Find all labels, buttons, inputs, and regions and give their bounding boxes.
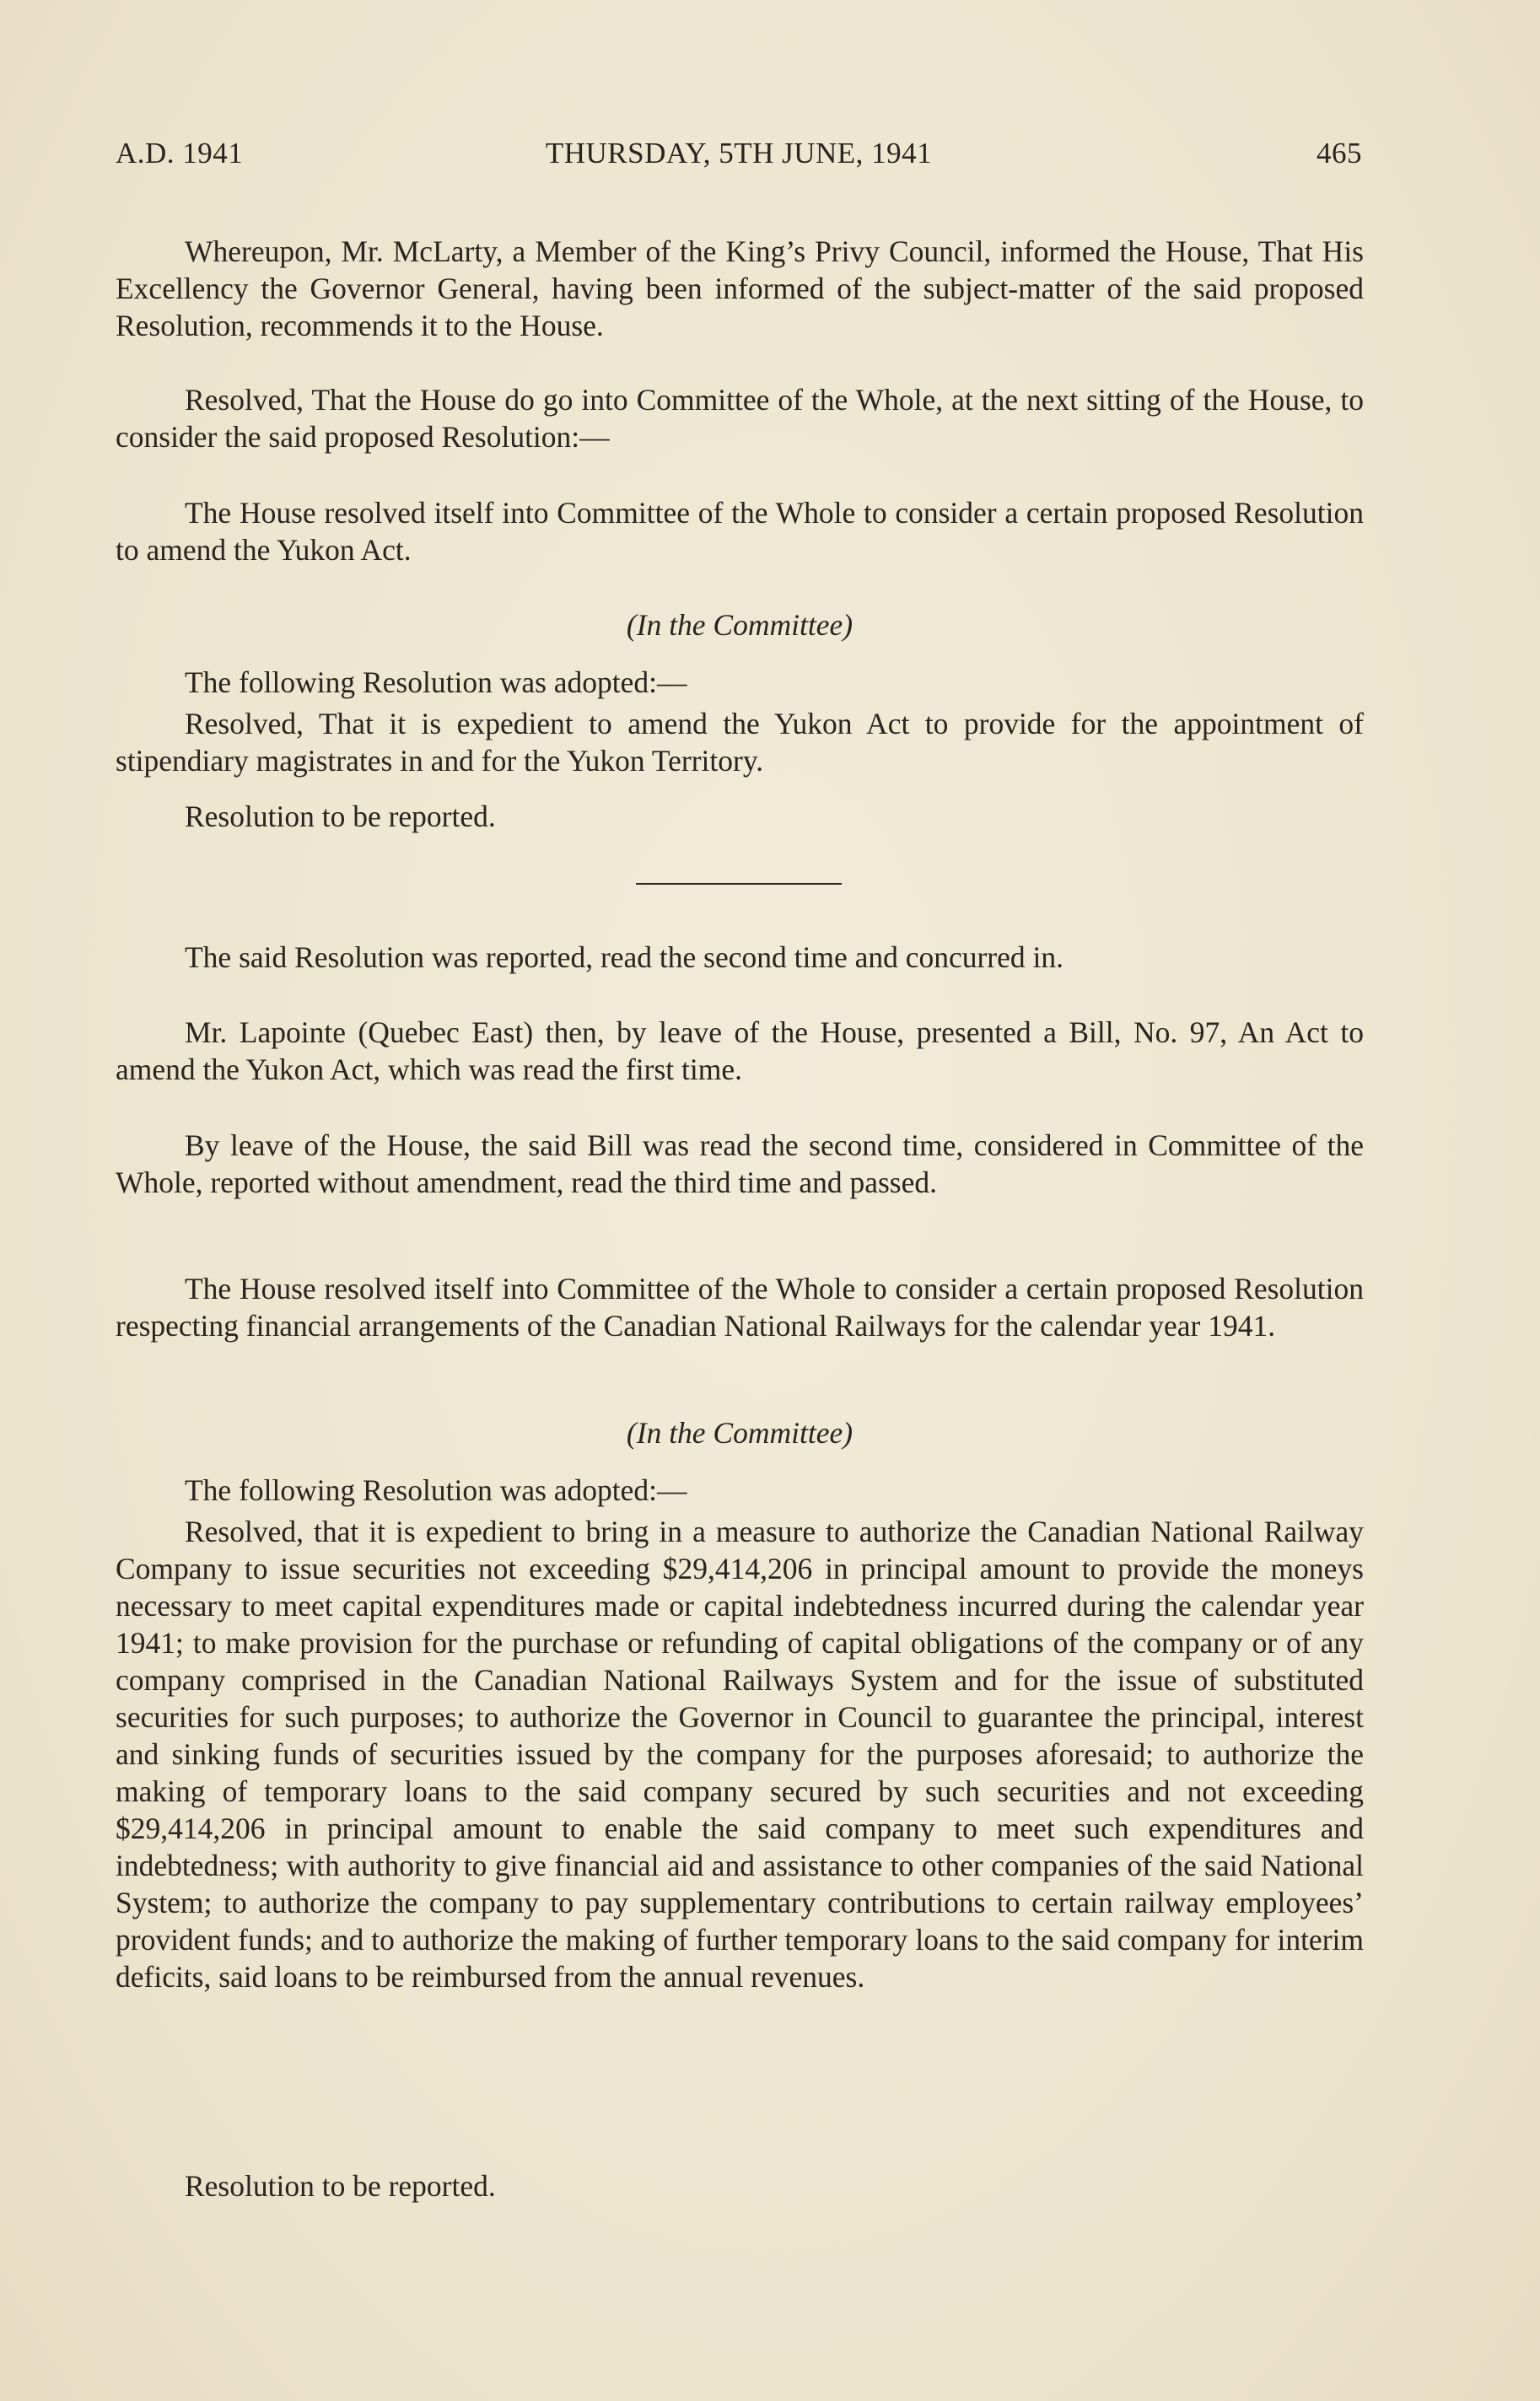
paragraph-bill-passed: By leave of the House, the said Bill was read the second time, considered in Committee of the Whole, reported without amendment, read the third time and passed. [116, 1128, 1364, 1199]
paragraph-resolution-adopted: The following Resolution was adopted:— [185, 1473, 687, 1507]
paragraph-resolution-adopted: The following Resolution was adopted:— [185, 665, 687, 699]
paragraph-yukon-resolution: Resolved, That it is expedient to amend the Yukon Act to provide for the appointment of stipendiary magistrates in and for the Yukon Territory. [116, 707, 1364, 778]
paragraph-privy-council: Whereupon, Mr. McLarty, a Member of the King’s Privy Council, informed the House, That His Excellency the Governor General, having been informed of the subject-matter of the said proposed Resolution, recommends it to the House. [116, 234, 1364, 342]
paragraph-bill-presented: Mr. Lapointe (Quebec East) then, by leave of the House, presented a Bill, No. 97, An Act to amend the Yukon Act, which was read the first time. [116, 1015, 1364, 1086]
header-date: THURSDAY, 5TH JUNE, 1941 [545, 137, 933, 170]
section-divider [636, 883, 842, 885]
paragraph-resolved-committee: Resolved, That the House do go into Committee of the Whole, at the next sitting of the House, to consider the said proposed Resolution:— [116, 383, 1364, 454]
committee-heading: (In the Committee) [626, 1416, 853, 1450]
paragraph-cnr-resolution: Resolved, that it is expedient to bring in a measure to authorize the Canadian National Railway Company to issue securities not exceeding $29,414,206 in principal amount to provide the moneys necessary to meet capital expenditures made or capital indebtedness incurred during the calendar year 1941; to make provision for the purchase or refunding of capital obligations of the company or of any company comprised in the Canadian National Railways System and for the issue of substituted securities for such purposes; to authorize the Governor in Council to guarantee the principal, interest and sinking funds of securities issued by the company for the purposes aforesaid; to authorize the making of temporary loans to the said company secured by such securities and not exceeding $29,414,206 in principal amount to enable the said company to meet such expenditures and indebtedness; with authority to give financial aid and assistance to other companies of the said National System; to authorize the company to pay supplementary contributions to certain railway employees’ provident funds; and to authorize the making of further temporary loans to the said company for interim deficits, said loans to be reimbursed from the annual revenues. [116, 1515, 1364, 1994]
committee-heading: (In the Committee) [626, 608, 853, 642]
header-year: A.D. 1941 [116, 137, 244, 170]
paragraph-house-resolved-yukon: The House resolved itself into Committee of the Whole to consider a certain proposed Resolution to amend the Yukon Act. [116, 496, 1364, 567]
page-number: 465 [1317, 137, 1362, 170]
paragraph-reported-concurred: The said Resolution was reported, read the second time and concurred in. [185, 940, 1063, 974]
paragraph-to-be-reported: Resolution to be reported. [185, 2169, 496, 2203]
page-header [116, 137, 1362, 179]
paragraph-to-be-reported: Resolution to be reported. [185, 799, 496, 833]
paragraph-house-resolved-cnr: The House resolved itself into Committee of the Whole to consider a certain proposed Resolution respecting financial arrangements of the Canadian National Railways for the calendar year 1941. [116, 1272, 1364, 1343]
